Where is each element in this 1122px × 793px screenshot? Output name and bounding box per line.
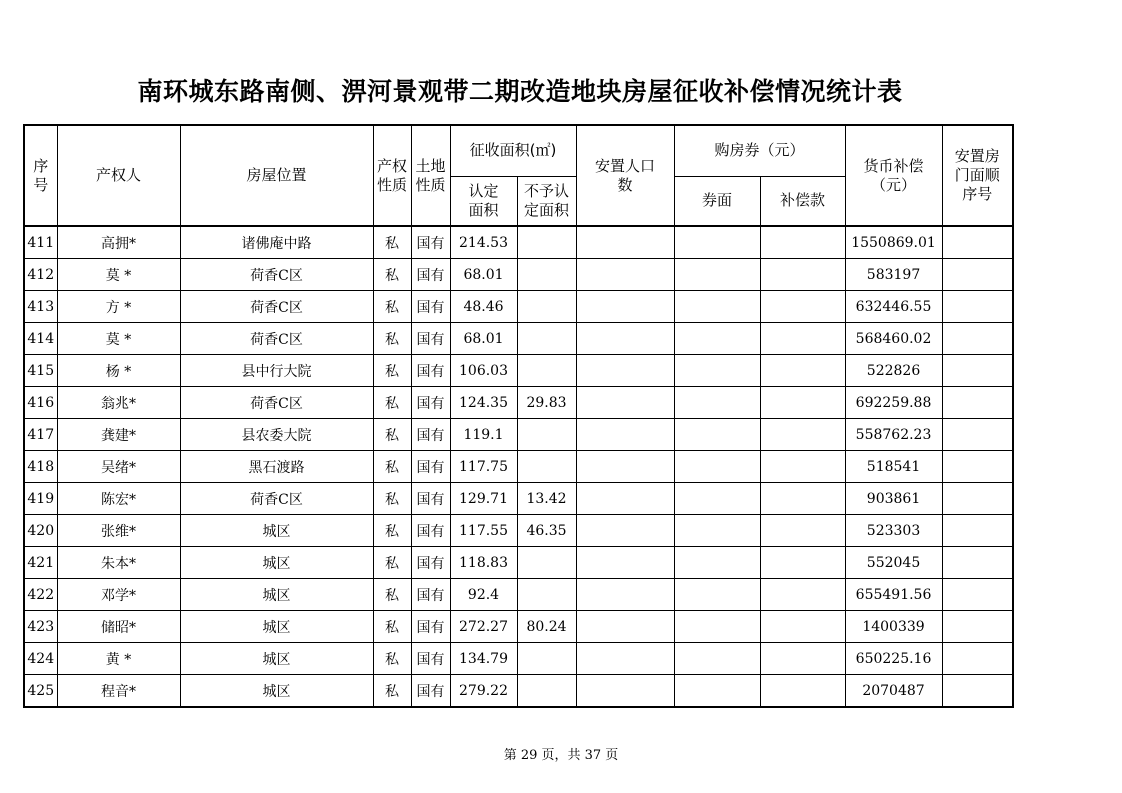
cell-area-unrecognized: 46.35 bbox=[517, 515, 576, 547]
cell-area-unrecognized: 29.83 bbox=[517, 387, 576, 419]
cell-money-comp: 1400339 bbox=[845, 611, 942, 643]
cell-resettle-people bbox=[576, 675, 674, 708]
cell-resettle-people bbox=[576, 226, 674, 259]
cell-voucher-face bbox=[674, 355, 760, 387]
cell-area-recognized: 117.75 bbox=[450, 451, 517, 483]
cell-area-unrecognized: 80.24 bbox=[517, 611, 576, 643]
table-row bbox=[24, 291, 1013, 323]
cell-shop-order bbox=[942, 643, 1013, 675]
cell-seq: 423 bbox=[24, 611, 57, 643]
cell-money-comp: 523303 bbox=[845, 515, 942, 547]
cell-shop-order bbox=[942, 387, 1013, 419]
cell-voucher-comp bbox=[760, 547, 845, 579]
cell-resettle-people bbox=[576, 483, 674, 515]
cell-voucher-face bbox=[674, 515, 760, 547]
cell-owner: 邓学* bbox=[57, 579, 180, 611]
header-seq: 序号 bbox=[24, 125, 57, 226]
cell-money-comp: 692259.88 bbox=[845, 387, 942, 419]
cell-owner: 储昭* bbox=[57, 611, 180, 643]
cell-owner: 高拥* bbox=[57, 226, 180, 259]
cell-voucher-comp bbox=[760, 451, 845, 483]
cell-voucher-face bbox=[674, 611, 760, 643]
cell-area-recognized: 48.46 bbox=[450, 291, 517, 323]
cell-shop-order bbox=[942, 483, 1013, 515]
cell-land-nature: 国有 bbox=[411, 355, 450, 387]
cell-owner: 杨 * bbox=[57, 355, 180, 387]
table-row bbox=[24, 515, 1013, 547]
cell-land-nature: 国有 bbox=[411, 291, 450, 323]
table-row bbox=[24, 323, 1013, 355]
cell-owner: 龚建* bbox=[57, 419, 180, 451]
table-row bbox=[24, 579, 1013, 611]
cell-area-unrecognized bbox=[517, 226, 576, 259]
cell-land-nature: 国有 bbox=[411, 419, 450, 451]
cell-money-comp: 650225.16 bbox=[845, 643, 942, 675]
cell-area-recognized: 134.79 bbox=[450, 643, 517, 675]
cell-shop-order bbox=[942, 515, 1013, 547]
cell-shop-order bbox=[942, 611, 1013, 643]
cell-owner: 莫 * bbox=[57, 259, 180, 291]
cell-voucher-face bbox=[674, 579, 760, 611]
header-resettle-people: 安置人口数 bbox=[576, 125, 674, 226]
cell-resettle-people bbox=[576, 291, 674, 323]
cell-location: 县农委大院 bbox=[180, 419, 373, 451]
cell-shop-order bbox=[942, 451, 1013, 483]
cell-location: 城区 bbox=[180, 547, 373, 579]
cell-area-unrecognized: 13.42 bbox=[517, 483, 576, 515]
cell-voucher-comp bbox=[760, 226, 845, 259]
cell-money-comp: 903861 bbox=[845, 483, 942, 515]
cell-area-recognized: 272.27 bbox=[450, 611, 517, 643]
header-owner: 产权人 bbox=[57, 125, 180, 226]
cell-property-nature: 私 bbox=[373, 323, 411, 355]
header-voucher-face: 券面 bbox=[674, 176, 760, 226]
cell-owner: 程音* bbox=[57, 675, 180, 708]
table-row bbox=[24, 419, 1013, 451]
cell-location: 城区 bbox=[180, 515, 373, 547]
cell-location: 荷香C区 bbox=[180, 387, 373, 419]
cell-property-nature: 私 bbox=[373, 226, 411, 259]
cell-property-nature: 私 bbox=[373, 675, 411, 708]
cell-shop-order bbox=[942, 419, 1013, 451]
cell-property-nature: 私 bbox=[373, 291, 411, 323]
cell-voucher-comp bbox=[760, 259, 845, 291]
table-row bbox=[24, 643, 1013, 675]
cell-property-nature: 私 bbox=[373, 451, 411, 483]
cell-area-unrecognized bbox=[517, 259, 576, 291]
cell-area-unrecognized bbox=[517, 323, 576, 355]
cell-resettle-people bbox=[576, 611, 674, 643]
cell-area-unrecognized bbox=[517, 643, 576, 675]
cell-location: 荷香C区 bbox=[180, 291, 373, 323]
cell-area-unrecognized bbox=[517, 547, 576, 579]
cell-resettle-people bbox=[576, 515, 674, 547]
cell-area-recognized: 117.55 bbox=[450, 515, 517, 547]
cell-shop-order bbox=[942, 323, 1013, 355]
cell-property-nature: 私 bbox=[373, 483, 411, 515]
cell-location: 县中行大院 bbox=[180, 355, 373, 387]
cell-shop-order bbox=[942, 355, 1013, 387]
cell-shop-order bbox=[942, 547, 1013, 579]
table-row bbox=[24, 259, 1013, 291]
cell-land-nature: 国有 bbox=[411, 515, 450, 547]
cell-owner: 吴绪* bbox=[57, 451, 180, 483]
cell-seq: 411 bbox=[24, 226, 57, 259]
cell-area-recognized: 118.83 bbox=[450, 547, 517, 579]
cell-resettle-people bbox=[576, 259, 674, 291]
cell-area-recognized: 119.1 bbox=[450, 419, 517, 451]
cell-voucher-comp bbox=[760, 387, 845, 419]
cell-owner: 朱本* bbox=[57, 547, 180, 579]
cell-seq: 413 bbox=[24, 291, 57, 323]
cell-land-nature: 国有 bbox=[411, 451, 450, 483]
cell-voucher-face bbox=[674, 387, 760, 419]
cell-land-nature: 国有 bbox=[411, 226, 450, 259]
cell-property-nature: 私 bbox=[373, 387, 411, 419]
cell-owner: 方 * bbox=[57, 291, 180, 323]
cell-money-comp: 655491.56 bbox=[845, 579, 942, 611]
cell-property-nature: 私 bbox=[373, 355, 411, 387]
cell-area-unrecognized bbox=[517, 451, 576, 483]
cell-land-nature: 国有 bbox=[411, 675, 450, 708]
cell-resettle-people bbox=[576, 387, 674, 419]
header-voucher-comp: 补偿款 bbox=[760, 176, 845, 226]
table-row bbox=[24, 483, 1013, 515]
cell-money-comp: 568460.02 bbox=[845, 323, 942, 355]
cell-land-nature: 国有 bbox=[411, 643, 450, 675]
header-shop-order: 安置房门面顺序号 bbox=[942, 125, 1013, 226]
cell-resettle-people bbox=[576, 355, 674, 387]
cell-location: 黑石渡路 bbox=[180, 451, 373, 483]
cell-shop-order bbox=[942, 259, 1013, 291]
cell-seq: 425 bbox=[24, 675, 57, 708]
header-land-nature: 土地性质 bbox=[411, 125, 450, 226]
cell-seq: 418 bbox=[24, 451, 57, 483]
header-property-nature: 产权性质 bbox=[373, 125, 411, 226]
header-money-comp: 货币补偿（元） bbox=[845, 125, 942, 226]
cell-seq: 420 bbox=[24, 515, 57, 547]
cell-voucher-comp bbox=[760, 675, 845, 708]
cell-area-unrecognized bbox=[517, 419, 576, 451]
cell-land-nature: 国有 bbox=[411, 323, 450, 355]
cell-seq: 412 bbox=[24, 259, 57, 291]
compensation-table bbox=[23, 124, 1014, 708]
cell-location: 城区 bbox=[180, 579, 373, 611]
cell-resettle-people bbox=[576, 643, 674, 675]
header-voucher-group: 购房券（元） bbox=[674, 125, 845, 176]
cell-voucher-face bbox=[674, 323, 760, 355]
cell-area-recognized: 68.01 bbox=[450, 323, 517, 355]
cell-shop-order bbox=[942, 291, 1013, 323]
cell-property-nature: 私 bbox=[373, 547, 411, 579]
cell-voucher-face bbox=[674, 483, 760, 515]
cell-resettle-people bbox=[576, 579, 674, 611]
cell-land-nature: 国有 bbox=[411, 611, 450, 643]
cell-voucher-face bbox=[674, 226, 760, 259]
cell-voucher-comp bbox=[760, 291, 845, 323]
cell-seq: 416 bbox=[24, 387, 57, 419]
cell-location: 荷香C区 bbox=[180, 483, 373, 515]
cell-land-nature: 国有 bbox=[411, 387, 450, 419]
cell-seq: 421 bbox=[24, 547, 57, 579]
cell-voucher-comp bbox=[760, 419, 845, 451]
cell-owner: 翁兆* bbox=[57, 387, 180, 419]
cell-voucher-face bbox=[674, 259, 760, 291]
cell-property-nature: 私 bbox=[373, 515, 411, 547]
cell-location: 荷香C区 bbox=[180, 259, 373, 291]
cell-area-recognized: 214.53 bbox=[450, 226, 517, 259]
cell-seq: 417 bbox=[24, 419, 57, 451]
cell-area-recognized: 129.71 bbox=[450, 483, 517, 515]
table-header bbox=[24, 125, 1013, 226]
cell-voucher-comp bbox=[760, 515, 845, 547]
cell-voucher-face bbox=[674, 419, 760, 451]
cell-area-recognized: 279.22 bbox=[450, 675, 517, 708]
cell-area-unrecognized bbox=[517, 675, 576, 708]
table-row bbox=[24, 387, 1013, 419]
cell-location: 诸佛庵中路 bbox=[180, 226, 373, 259]
cell-voucher-face bbox=[674, 547, 760, 579]
cell-property-nature: 私 bbox=[373, 259, 411, 291]
cell-seq: 414 bbox=[24, 323, 57, 355]
cell-area-recognized: 68.01 bbox=[450, 259, 517, 291]
cell-shop-order bbox=[942, 579, 1013, 611]
cell-area-recognized: 106.03 bbox=[450, 355, 517, 387]
cell-money-comp: 552045 bbox=[845, 547, 942, 579]
header-location: 房屋位置 bbox=[180, 125, 373, 226]
cell-land-nature: 国有 bbox=[411, 259, 450, 291]
cell-location: 荷香C区 bbox=[180, 323, 373, 355]
page-footer: 第 29 页，共 37 页 bbox=[503, 748, 619, 763]
cell-money-comp: 2070487 bbox=[845, 675, 942, 708]
cell-resettle-people bbox=[576, 323, 674, 355]
cell-land-nature: 国有 bbox=[411, 483, 450, 515]
cell-money-comp: 583197 bbox=[845, 259, 942, 291]
cell-land-nature: 国有 bbox=[411, 579, 450, 611]
cell-property-nature: 私 bbox=[373, 643, 411, 675]
cell-money-comp: 632446.55 bbox=[845, 291, 942, 323]
cell-resettle-people bbox=[576, 547, 674, 579]
header-area-unrecognized: 不予认定面积 bbox=[517, 176, 576, 226]
header-area-group: 征收面积(㎡) bbox=[450, 125, 576, 176]
cell-seq: 419 bbox=[24, 483, 57, 515]
cell-location: 城区 bbox=[180, 675, 373, 708]
cell-shop-order bbox=[942, 675, 1013, 708]
cell-voucher-face bbox=[674, 643, 760, 675]
cell-seq: 415 bbox=[24, 355, 57, 387]
cell-voucher-comp bbox=[760, 611, 845, 643]
cell-owner: 莫 * bbox=[57, 323, 180, 355]
table-row bbox=[24, 226, 1013, 259]
cell-voucher-comp bbox=[760, 579, 845, 611]
cell-money-comp: 518541 bbox=[845, 451, 942, 483]
cell-property-nature: 私 bbox=[373, 611, 411, 643]
table-body bbox=[24, 226, 1013, 707]
cell-seq: 422 bbox=[24, 579, 57, 611]
cell-property-nature: 私 bbox=[373, 579, 411, 611]
cell-area-unrecognized bbox=[517, 355, 576, 387]
cell-owner: 张维* bbox=[57, 515, 180, 547]
table-row bbox=[24, 611, 1013, 643]
cell-seq: 424 bbox=[24, 643, 57, 675]
cell-voucher-face bbox=[674, 675, 760, 708]
cell-money-comp: 558762.23 bbox=[845, 419, 942, 451]
cell-area-unrecognized bbox=[517, 291, 576, 323]
header-area-recognized: 认定面积 bbox=[450, 176, 517, 226]
table-row bbox=[24, 451, 1013, 483]
cell-resettle-people bbox=[576, 451, 674, 483]
table-row bbox=[24, 547, 1013, 579]
cell-owner: 黄 * bbox=[57, 643, 180, 675]
cell-money-comp: 522826 bbox=[845, 355, 942, 387]
cell-voucher-comp bbox=[760, 323, 845, 355]
page-title: 南环城东路南侧、淠河景观带二期改造地块房屋征收补偿情况统计表 bbox=[137, 77, 903, 106]
cell-resettle-people bbox=[576, 419, 674, 451]
cell-land-nature: 国有 bbox=[411, 547, 450, 579]
cell-property-nature: 私 bbox=[373, 419, 411, 451]
cell-voucher-face bbox=[674, 291, 760, 323]
cell-voucher-face bbox=[674, 451, 760, 483]
cell-area-recognized: 92.4 bbox=[450, 579, 517, 611]
cell-location: 城区 bbox=[180, 643, 373, 675]
cell-voucher-comp bbox=[760, 355, 845, 387]
cell-voucher-comp bbox=[760, 643, 845, 675]
cell-shop-order bbox=[942, 226, 1013, 259]
table-row bbox=[24, 675, 1013, 708]
cell-area-unrecognized bbox=[517, 579, 576, 611]
cell-voucher-comp bbox=[760, 483, 845, 515]
table-row bbox=[24, 355, 1013, 387]
cell-money-comp: 1550869.01 bbox=[845, 226, 942, 259]
cell-area-recognized: 124.35 bbox=[450, 387, 517, 419]
cell-location: 城区 bbox=[180, 611, 373, 643]
cell-owner: 陈宏* bbox=[57, 483, 180, 515]
